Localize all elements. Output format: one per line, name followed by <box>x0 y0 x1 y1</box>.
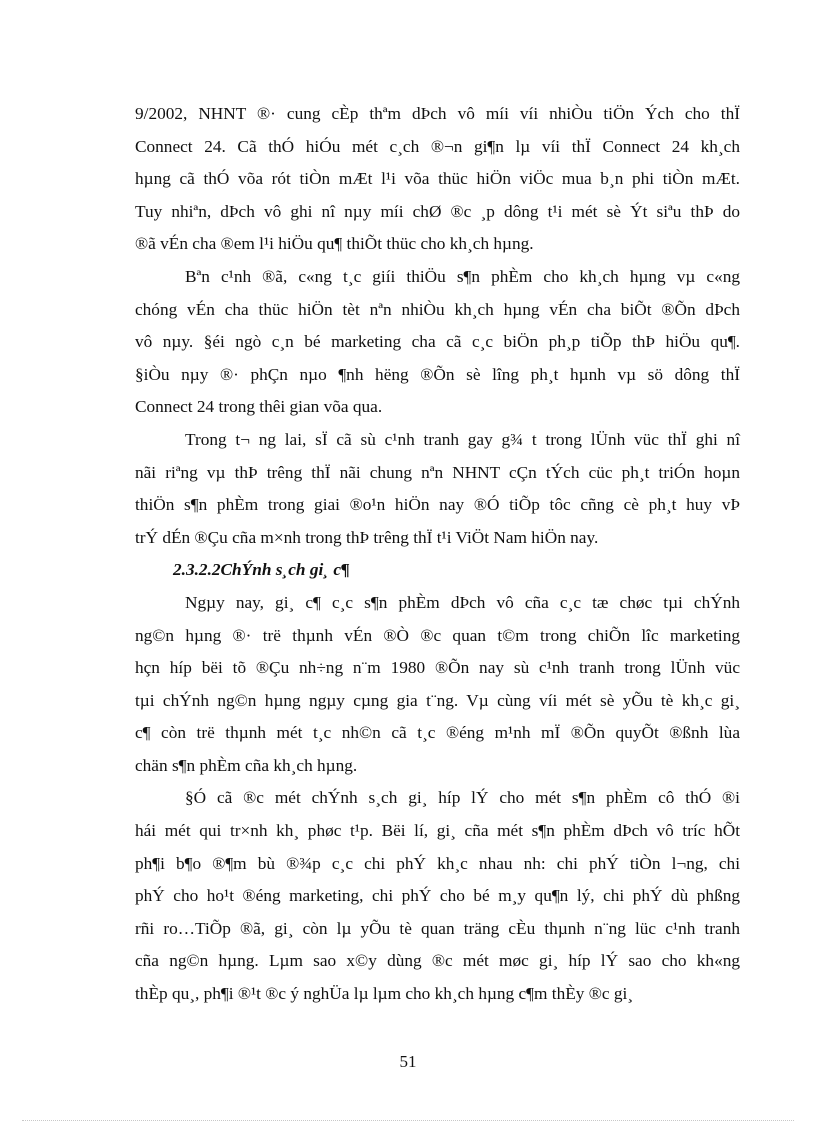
text-line: Connect 24. Cã thÓ hiÓu mét c¸ch ®¬n gi¶n lµ víi thÏ Connect 24 kh¸ch <box>135 136 740 156</box>
text-line: rñi ro…TiÕp ®ã, gi¸ còn lµ yÕu tè quan träng cÈu thµnh n¨ng lüc c¹nh tranh <box>135 918 740 938</box>
body-text <box>135 98 740 1011</box>
paragraph-pricing-policy <box>135 782 740 1010</box>
text-line: hµng cã thÓ võa rót tiÒn mÆt l¹i võa thüc hiÖn viÖc mua b¸n phi tiÒn mÆt. <box>135 169 740 189</box>
text-line: 9/2002, NHNT ®· cung cÈp thªm dÞch vô míi víi nhiÒu tiÖn Ých cho thÏ <box>135 104 740 123</box>
paragraph-promotion <box>135 261 740 424</box>
text-line: chóng vÉn cha thüc hiÖn tèt nªn nhiÒu kh¸ch hµng vÉn cha biÕt ®Õn dÞch <box>135 299 740 319</box>
text-line: tµi chÝnh ng©n hµng ngµy cµng gia t¨ng. Vµ cùng víi mét sè yÕu tè kh¸c gi¸ <box>135 690 740 710</box>
text-line: hçn híp bëi tõ ®Çu nh÷ng n¨m 1980 ®Õn nay sù c¹nh tranh trong lÜnh vüc <box>135 658 740 678</box>
text-line: §iÒu nµy ®· phÇn nµo ¶nh hëng ®Õn sè lîng ph¸t hµnh vµ sö dông thÏ <box>135 364 740 384</box>
page-number: 51 <box>399 1052 417 1071</box>
text-line: cña ng©n hµng. Lµm sao x©y dùng ®c mét møc gi¸ híp lÝ sao cho kh«ng <box>135 951 740 971</box>
text-line: trÝ dÉn ®Çu cña m×nh trong thÞ trêng thÏ t¹i ViÖt Nam hiÖn nay. <box>135 527 599 547</box>
paragraph-future <box>135 424 740 554</box>
paragraph-pricing-intro <box>135 587 740 783</box>
text-line: Ngµy nay, gi¸ c¶ c¸c s¶n phÈm dÞch vô cña c¸c tæ chøc tµi chÝnh <box>185 592 740 612</box>
text-line: c¶ còn trë thµnh mét t¸c nh©n cã t¸c ®éng m¹nh mÏ ®Õn quyÕt ®ßnh lùa <box>135 723 740 743</box>
text-line: ®ã vÉn cha ®em l¹i hiÖu qu¶ thiÕt thüc cho kh¸ch hµng. <box>135 234 534 254</box>
text-line: Tuy nhiªn, dÞch vô ghi nî nµy míi chØ ®c ¸p dông t¹i mét sè Ýt siªu thÞ do <box>135 201 740 221</box>
text-line: thiÖn s¶n phÈm trong giai ®o¹n hiÖn nay ®Ó tiÕp tôc cñng cè ph¸t huy vÞ <box>135 495 740 515</box>
text-line: Trong t¬ ng lai, sÏ cã sù c¹nh tranh gay g¾ t trong lÜnh vüc thÏ ghi nî <box>185 429 740 449</box>
text-line: ph¶i b¶o ®¶m bù ®¾p c¸c chi phÝ kh¸c nhau nh: chi phÝ tiÒn l¬ng, chi <box>135 853 740 873</box>
text-line: hái mét qui tr×nh kh¸ phøc t¹p. Bëi lí, gi¸ cña mét s¶n phÈm dÞch vô tríc hÕt <box>135 821 740 841</box>
text-line: §Ó cã ®c mét chÝnh s¸ch gi¸ híp lÝ cho mét s¶n phÈm cô thÓ ®i <box>185 788 740 808</box>
section-heading: 2.3.2.2ChÝnh s¸ch gi¸ c¶ <box>173 560 350 580</box>
text-line: Connect 24 trong thêi gian võa qua. <box>135 397 383 417</box>
text-line: nãi riªng vµ thÞ trêng thÏ nãi chung nªn NHNT cÇn tÝch cüc ph¸t triÓn hoµn <box>135 462 740 482</box>
paragraph-connect24-continuation <box>135 98 740 261</box>
text-line: thÈp qu¸, ph¶i ®¹t ®c ý nghÜa lµ lµm cho kh¸ch hµng c¶m thÈy ®c gi¸ <box>135 984 634 1004</box>
text-line: phÝ cho ho¹t ®éng marketing, chi phÝ cho bé m¸y qu¶n lý, chi phÝ dù phßng <box>135 886 740 906</box>
page-bottom-rule <box>22 1120 794 1121</box>
text-line: Bªn c¹nh ®ã, c«ng t¸c giíi thiÖu s¶n phÈm cho kh¸ch hµng vµ c«ng <box>185 266 740 286</box>
text-line: vô nµy. §éi ngò c¸n bé marketing cha cã c¸c biÖn ph¸p tiÕp thÞ hiÖu qu¶. <box>135 332 740 352</box>
text-line: ng©n hµng ®· trë thµnh vÉn ®Ò ®c quan t©m trong chiÕn lîc marketing <box>135 625 740 645</box>
text-line: chän s¶n phÈm cña kh¸ch hµng. <box>135 755 358 775</box>
